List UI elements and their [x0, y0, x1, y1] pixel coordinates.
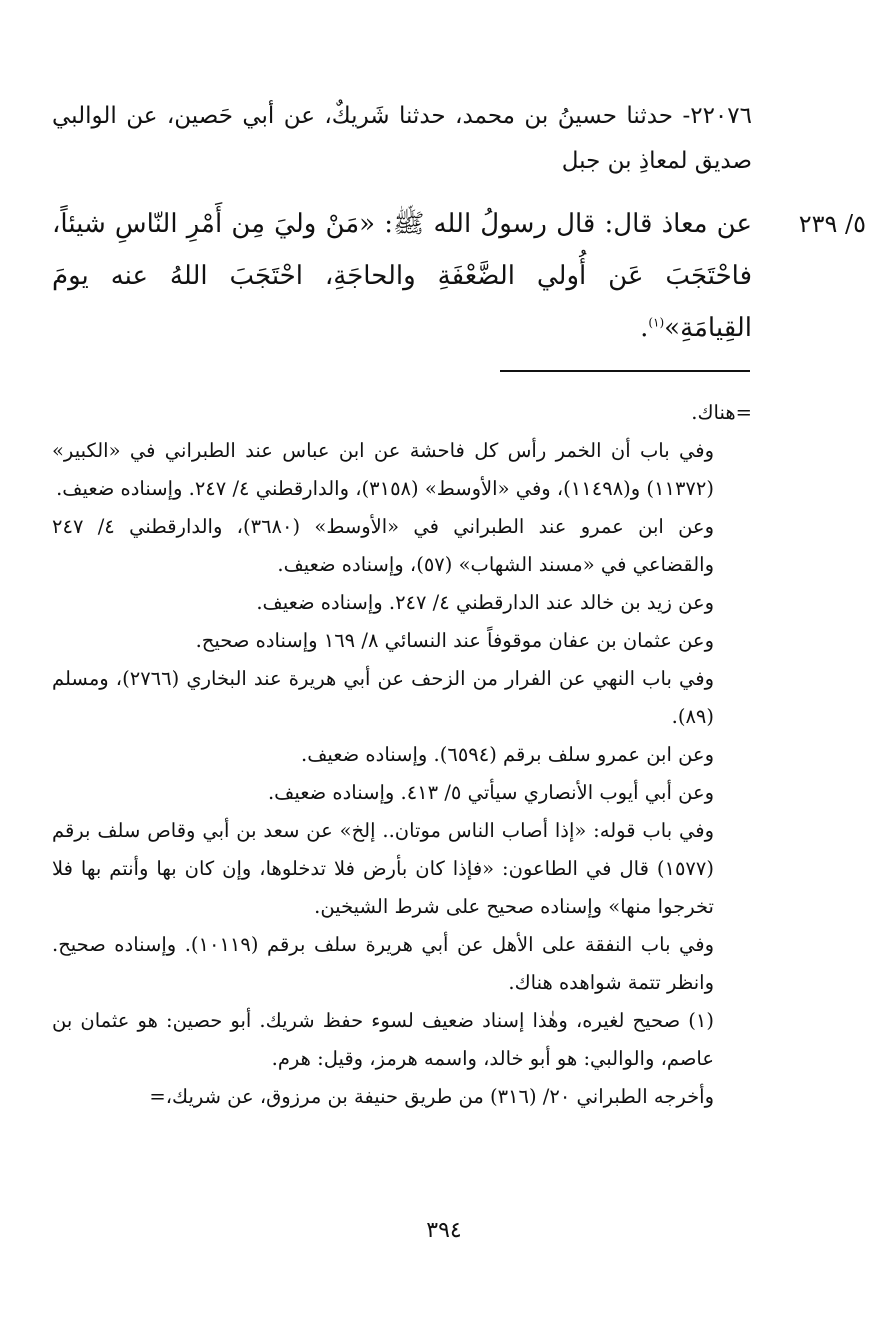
footnote-divider [500, 370, 750, 372]
footnote-marker[interactable]: (١) [648, 315, 665, 330]
hadith-matn-text: عن معاذ قال: قال رسولُ الله ﷺ: «مَنْ وليَ مِن أَمْرِ النّاسِ شيئاً، فاحْتَجَبَ عَن أُولي الضَّعْفَةِ والحاجَةِ، احْتَجَبَ اللهُ عنه يومَ القِيامَةِ» [52, 209, 752, 343]
hadith-isnad: ٢٢٠٧٦- حدثنا حسينُ بن محمد، حدثنا شَريكٌ، عن أبي حَصين، عن الوالبي صديق لمعاذِ بن جبل [52, 103, 752, 174]
footnote-paragraph: وفي باب النفقة على الأهل عن أبي هريرة سلف برقم (١٠١١٩). وإسناده صحيح. وانظر تتمة شواهده هناك. [52, 933, 714, 994]
footnote-paragraph: وعن ابن عمرو سلف برقم (٦٥٩٤). وإسناده ضعيف. [301, 743, 714, 766]
footnote-paragraph: وعن ابن عمرو عند الطبراني في «الأوسط» (٣٦٨٠)، والدارقطني ٤/ ٢٤٧ والقضاعي في «مسند الشهاب» (٥٧)، وإسناده ضعيف. [52, 515, 714, 576]
footnote-1: (١) صحيح لغيره، وهٰذا إسناد ضعيف لسوء حفظ شريك. أبو حصين: هو عثمان بن عاصم، والوالبي: هو أبو خالد، واسمه هرمز، وقيل: هرم. [52, 1009, 714, 1070]
footnote-paragraph: وعن زيد بن خالد عند الدارقطني ٤/ ٢٤٧. وإسناده ضعيف. [256, 591, 714, 614]
footnote-paragraph: وفي باب أن الخمر رأس كل فاحشة عن ابن عباس عند الطبراني في «الكبير» (١١٣٧٢) و(١١٤٩٨)، وفي «الأوسط» (٣١٥٨)، والدارقطني ٤/ ٢٤٧. وإسناده ضعيف. [52, 439, 714, 500]
page-number: ٣٩٤ [426, 1218, 462, 1243]
footnote-paragraph: وفي باب النهي عن الفرار من الزحف عن أبي هريرة عند البخاري (٢٧٦٦)، ومسلم (٨٩). [52, 667, 714, 728]
hadith-matn [52, 198, 752, 354]
footnotes-section [52, 394, 752, 1116]
footnote-paragraph: وعن أبي أيوب الأنصاري سيأتي ٥/ ٤١٣. وإسناده ضعيف. [267, 781, 714, 804]
footnote-continuation: =هناك. [691, 401, 752, 424]
hadith-matn-end: . [640, 313, 649, 343]
footnote-paragraph: وأخرجه الطبراني ٢٠/ (٣١٦) من طريق حنيفة بن مرزوق، عن شريك،= [149, 1085, 714, 1108]
margin-volume-page-reference: ٥/ ٢٣٩ [798, 210, 866, 238]
footnote-paragraph: وعن عثمان بن عفان موقوفاً عند النسائي ٨/ ١٦٩ وإسناده صحيح. [195, 629, 714, 652]
footnote-paragraph: وفي باب قوله: «إذا أصاب الناس موتان.. إلخ» عن سعد بن أبي وقاص سلف برقم (١٥٧٧) قال في الطاعون: «فإذا كان بأرض فلا تدخلوها، وإن كان بها وأنتم بها فلا تخرجوا منها» وإسناده صحيح على شرط الشيخين. [52, 819, 714, 918]
